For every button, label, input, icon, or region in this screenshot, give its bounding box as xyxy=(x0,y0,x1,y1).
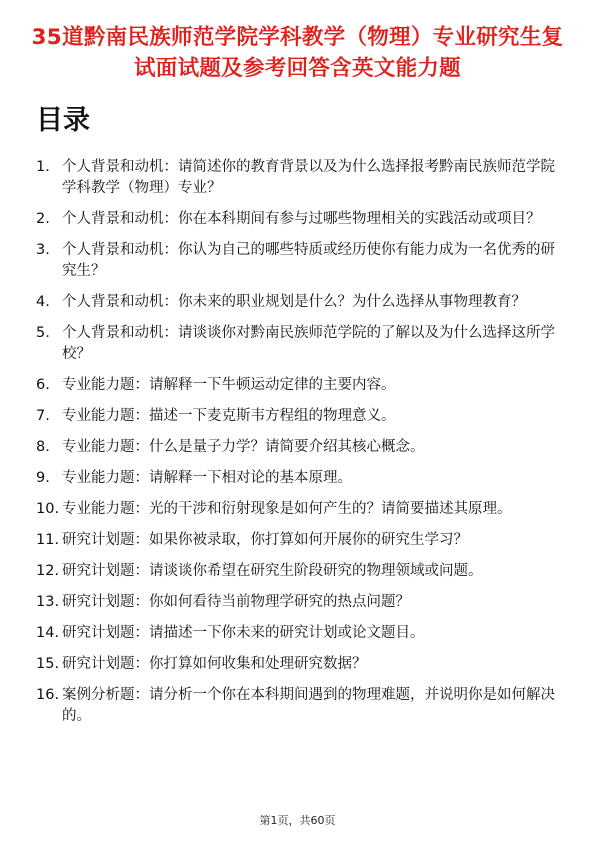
toc-item-text: 专业能力题：描述一下麦克斯韦方程组的物理意义。 xyxy=(62,408,396,424)
toc-item xyxy=(36,406,564,427)
toc-item-text: 专业能力题：请解释一下相对论的基本原理。 xyxy=(62,470,352,486)
toc-item-text: 专业能力题：什么是量子力学？请简要介绍其核心概念。 xyxy=(62,439,425,455)
toc-list xyxy=(36,157,564,737)
toc-item-text: 研究计划题：请谈谈你希望在研究生阶段研究的物理领域或问题。 xyxy=(62,563,483,579)
toc-item xyxy=(36,561,564,582)
toc-item-number: 6. xyxy=(36,377,50,393)
toc-item-number: 13. xyxy=(36,594,60,610)
toc-item xyxy=(36,292,564,313)
toc-item-number: 12. xyxy=(36,563,60,579)
toc-item-text: 研究计划题：请描述一下你未来的研究计划或论文题目。 xyxy=(62,625,425,641)
toc-item xyxy=(36,157,564,199)
toc-item-text: 研究计划题：你如何看待当前物理学研究的热点问题？ xyxy=(62,594,410,610)
toc-item xyxy=(36,240,564,282)
document-title: 35道黔南民族师范学院学科教学（物理）专业研究生复试面试题及参考回答含英文能力题 xyxy=(31,25,564,81)
page-footer: 第1页，共60页 xyxy=(259,814,336,827)
toc-item-text: 专业能力题：请解释一下牛顿运动定律的主要内容。 xyxy=(62,377,396,393)
toc-item-number: 3. xyxy=(36,242,50,258)
toc-item-text: 专业能力题：光的干涉和衍射现象是如何产生的？请简要描述其原理。 xyxy=(62,501,512,517)
toc-item-number: 8. xyxy=(36,439,50,455)
toc-item-number: 15. xyxy=(36,656,60,672)
toc-item xyxy=(36,209,564,230)
toc-item-number: 2. xyxy=(36,211,50,227)
toc-item xyxy=(36,530,564,551)
toc-item xyxy=(36,592,564,613)
toc-item xyxy=(36,323,564,365)
toc-item-number: 7. xyxy=(36,408,50,424)
toc-item xyxy=(36,468,564,489)
toc-item xyxy=(36,437,564,458)
toc-item-text: 研究计划题：你打算如何收集和处理研究数据？ xyxy=(62,656,367,672)
toc-item xyxy=(36,623,564,644)
toc-item-number: 11. xyxy=(36,532,60,548)
toc-item-number: 9. xyxy=(36,470,50,486)
toc-heading: 目录 xyxy=(36,105,90,136)
toc-item-number: 14. xyxy=(36,625,60,641)
toc-item-text: 个人背景和动机：请谈谈你对黔南民族师范学院的了解以及为什么选择这所学校？ xyxy=(62,325,555,362)
toc-item-text: 研究计划题：如果你被录取，你打算如何开展你的研究生学习？ xyxy=(62,532,468,548)
toc-item xyxy=(36,685,564,727)
toc-item-text: 案例分析题：请分析一个你在本科期间遇到的物理难题，并说明你是如何解决的。 xyxy=(62,687,555,724)
toc-item-text: 个人背景和动机：你认为自己的哪些特质或经历使你有能力成为一名优秀的研究生？ xyxy=(62,242,555,279)
toc-item xyxy=(36,499,564,520)
toc-item-text: 个人背景和动机：你在本科期间有参与过哪些物理相关的实践活动或项目？ xyxy=(62,211,541,227)
toc-item-number: 1. xyxy=(36,159,50,175)
toc-item xyxy=(36,654,564,675)
toc-item-number: 10. xyxy=(36,501,60,517)
toc-item-text: 个人背景和动机：请简述你的教育背景以及为什么选择报考黔南民族师范学院学科教学（物理）专业？ xyxy=(62,159,555,196)
toc-item-number: 16. xyxy=(36,687,60,703)
toc-item xyxy=(36,375,564,396)
toc-item-text: 个人背景和动机：你未来的职业规划是什么？为什么选择从事物理教育？ xyxy=(62,294,526,310)
toc-item-number: 5. xyxy=(36,325,50,341)
toc-item-number: 4. xyxy=(36,294,50,310)
